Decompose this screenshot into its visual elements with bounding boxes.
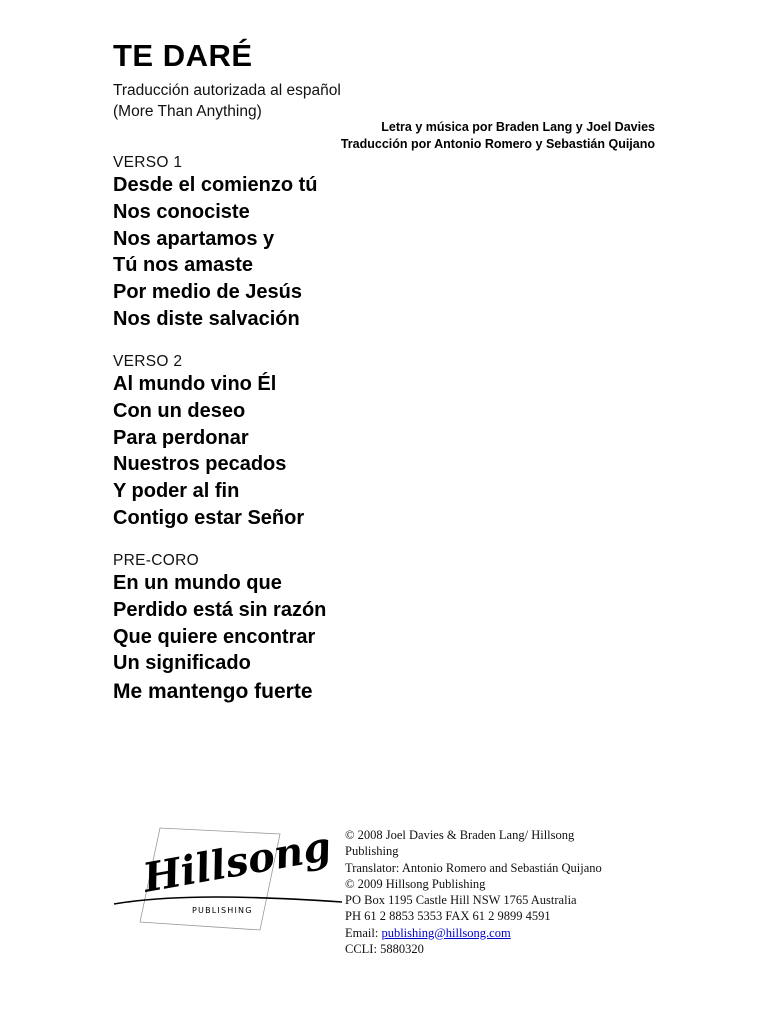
lyric-line: Desde el comienzo tú — [113, 174, 318, 196]
lyric-line: Un significado — [113, 652, 251, 675]
lyric-line: Nos conociste — [113, 200, 250, 223]
section-verse-2 — [113, 352, 304, 532]
hillsong-logo-icon — [112, 826, 344, 936]
lyric-line: Tú nos amaste — [113, 254, 254, 277]
song-title: TE DARÉ — [113, 38, 253, 73]
hillsong-publishing-logo — [112, 826, 344, 936]
section-verse-1 — [113, 153, 318, 333]
copyright-line-cont: Publishing — [345, 844, 399, 859]
translator-line: Translator: Antonio Romero and Sebastián Quijano — [345, 860, 602, 875]
section-label: VERSO 2 — [113, 353, 183, 370]
subtitle-translation-note: Traducción autorizada al español — [113, 82, 341, 99]
lyric-line: Nos apartamos y — [113, 227, 275, 250]
lyric-line: Perdido está sin razón — [113, 598, 327, 621]
copyright-info — [345, 827, 602, 957]
phone-fax: PH 61 2 8853 5353 FAX 61 2 9899 4591 — [345, 909, 551, 924]
lyric-line: Nuestros pecados — [113, 453, 287, 476]
subtitle — [113, 80, 341, 122]
lyric-line: Contigo estar Señor — [113, 506, 305, 529]
lyric-line: Por medio de Jesús — [113, 281, 302, 304]
credit-translation: Traducción por Antonio Romero y Sebastián Quijano — [340, 137, 655, 151]
logo-tagline: PUBLISHING — [192, 906, 253, 915]
copyright-line: © 2008 Joel Davies & Braden Lang/ Hillsong — [345, 828, 575, 842]
lyric-line: Para perdonar — [113, 426, 249, 449]
lyric-line: Nos diste salvación — [113, 307, 300, 330]
lyric-line: Me mantengo fuerte — [113, 680, 313, 704]
section-pre-chorus — [113, 551, 326, 707]
subtitle-original-title: (More Than Anything) — [113, 103, 262, 120]
email-row — [345, 925, 602, 941]
section-label: VERSO 1 — [113, 154, 183, 171]
lyric-line: Y poder al fin — [113, 480, 240, 503]
lyric-line: Que quiere encontrar — [113, 625, 316, 648]
copyright-publishing: © 2009 Hillsong Publishing — [345, 876, 486, 891]
ccli-number: CCLI: 5880320 — [345, 942, 424, 957]
section-label: PRE-CORO — [113, 552, 199, 569]
lyric-line: Al mundo vino Él — [113, 373, 277, 395]
logo-wordmark: Hillsong — [139, 826, 335, 902]
email-link[interactable]: publishing@hillsong.com — [381, 925, 511, 940]
postal-address: PO Box 1195 Castle Hill NSW 1765 Australia — [345, 893, 577, 908]
credits — [341, 119, 655, 153]
lyric-line: En un mundo que — [113, 572, 282, 594]
credit-lyrics: Letra y música por Braden Lang y Joel Davies — [381, 120, 655, 134]
lyric-line: Con un deseo — [113, 399, 246, 422]
email-label: Email: — [345, 925, 382, 940]
